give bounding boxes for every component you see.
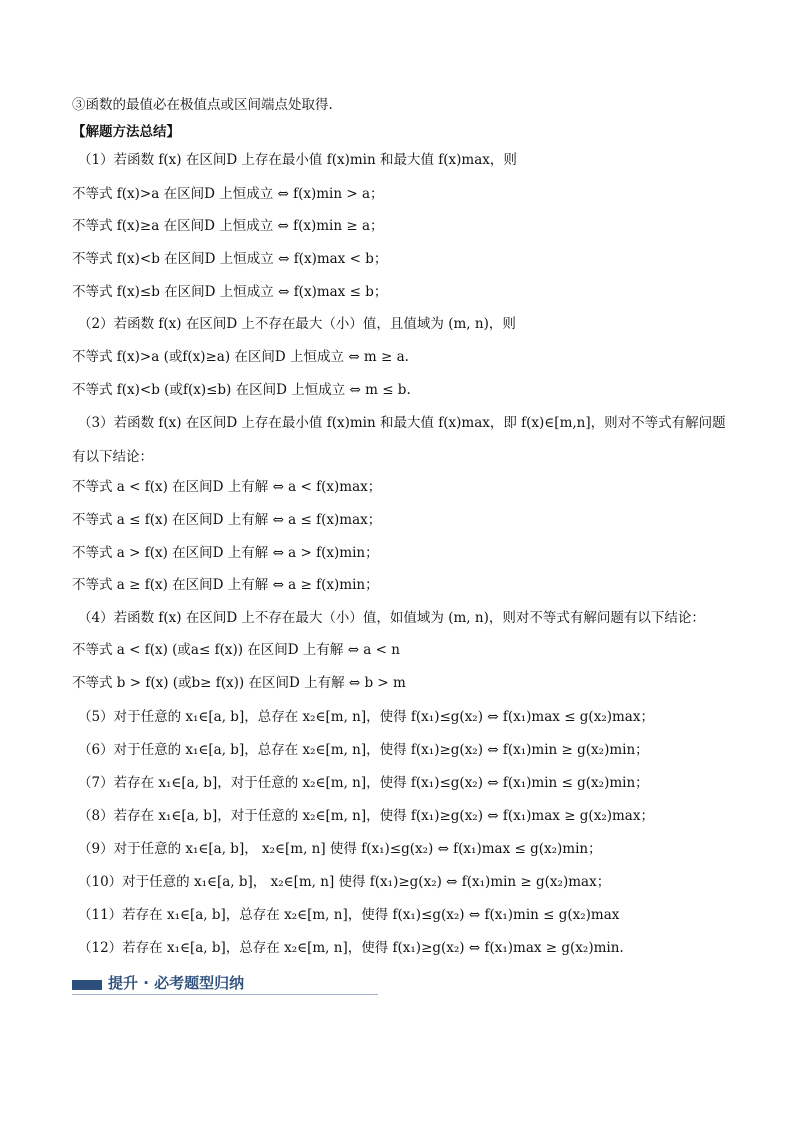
method-summary-heading: 【解题方法总结】 <box>72 124 180 140</box>
section-accent-bar <box>72 980 102 990</box>
rule-3-case-a: 不等式 a < f(x) 在区间D 上有解 ⇔ a < f(x)max； <box>72 479 382 495</box>
rule-2-case-b: 不等式 f(x)<b (或f(x)≤b) 在区间D 上恒成立 ⇔ m ≤ b. <box>72 382 411 398</box>
section-header <box>72 972 378 996</box>
rule-3-case-b: 不等式 a ≤ f(x) 在区间D 上有解 ⇔ a ≤ f(x)max； <box>72 512 382 528</box>
rule-9: （9）对于任意的 x₁∈[a, b]， x₂∈[m, n] 使得 f(x₁)≤g(x₂) ⇔ f(x₁)max ≤ g(x₂)min； <box>78 841 602 857</box>
rule-7: （7）若存在 x₁∈[a, b]，对于任意的 x₂∈[m, n]，使得 f(x₁)≤g(x₂) ⇔ f(x₁)min ≤ g(x₂)min； <box>78 775 649 791</box>
rule-1-case-d: 不等式 f(x)≤b 在区间D 上恒成立 ⇔ f(x)max ≤ b； <box>72 284 388 300</box>
rule-4-case-a: 不等式 a < f(x) (或a≤ f(x)) 在区间D 上有解 ⇔ a < n <box>72 642 400 658</box>
rule-3-case-d: 不等式 a ≥ f(x) 在区间D 上有解 ⇔ a ≥ f(x)min； <box>72 577 379 593</box>
rule-2-case-a: 不等式 f(x)>a (或f(x)≥a) 在区间D 上恒成立 ⇔ m ≥ a. <box>72 349 409 365</box>
section-title: 提升 · 必考题型归纳 <box>108 974 245 992</box>
rule-4-intro: （4）若函数 f(x) 在区间D 上不存在最大（小）值，如值域为 (m, n)，则对不等式有解问题有以下结论： <box>78 610 705 626</box>
rule-10: （10）对于任意的 x₁∈[a, b]， x₂∈[m, n] 使得 f(x₁)≥g(x₂) ⇔ f(x₁)min ≥ g(x₂)max； <box>78 874 611 890</box>
section-underline <box>72 994 378 995</box>
rule-5: （5）对于任意的 x₁∈[a, b]，总存在 x₂∈[m, n]，使得 f(x₁)≤g(x₂) ⇔ f(x₁)max ≤ g(x₂)max； <box>78 709 654 725</box>
rule-2-intro: （2）若函数 f(x) 在区间D 上不存在最大（小）值，且值域为 (m, n)，则 <box>78 316 516 332</box>
rule-3-intro: （3）若函数 f(x) 在区间D 上存在最小值 f(x)min 和最大值 f(x)max，即 f(x)∈[m,n]，则对不等式有解问题 <box>78 415 726 431</box>
rule-4-case-b: 不等式 b > f(x) (或b≥ f(x)) 在区间D 上有解 ⇔ b > m <box>72 675 406 691</box>
rule-1-intro: （1）若函数 f(x) 在区间D 上存在最小值 f(x)min 和最大值 f(x)max，则 <box>78 152 517 168</box>
note-line: ③函数的最值必在极值点或区间端点处取得. <box>72 97 333 113</box>
rule-3-intro-cont: 有以下结论： <box>72 449 153 465</box>
rule-11: （11）若存在 x₁∈[a, b]，总存在 x₂∈[m, n]，使得 f(x₁)≤g(x₂) ⇔ f(x₁)min ≤ g(x₂)max <box>78 907 620 923</box>
rule-12: （12）若存在 x₁∈[a, b]，总存在 x₂∈[m, n]，使得 f(x₁)≥g(x₂) ⇔ f(x₁)max ≥ g(x₂)min. <box>78 940 624 956</box>
rule-6: （6）对于任意的 x₁∈[a, b]，总存在 x₂∈[m, n]，使得 f(x₁)≥g(x₂) ⇔ f(x₁)min ≥ g(x₂)min； <box>78 742 649 758</box>
rule-3-case-c: 不等式 a > f(x) 在区间D 上有解 ⇔ a > f(x)min； <box>72 545 379 561</box>
rule-8: （8）若存在 x₁∈[a, b]，对于任意的 x₂∈[m, n]，使得 f(x₁)≥g(x₂) ⇔ f(x₁)max ≥ g(x₂)max； <box>78 808 654 824</box>
rule-1-case-a: 不等式 f(x)>a 在区间D 上恒成立 ⇔ f(x)min > a； <box>72 186 384 202</box>
rule-1-case-b: 不等式 f(x)≥a 在区间D 上恒成立 ⇔ f(x)min ≥ a； <box>72 218 384 234</box>
rule-1-case-c: 不等式 f(x)<b 在区间D 上恒成立 ⇔ f(x)max < b； <box>72 251 388 267</box>
